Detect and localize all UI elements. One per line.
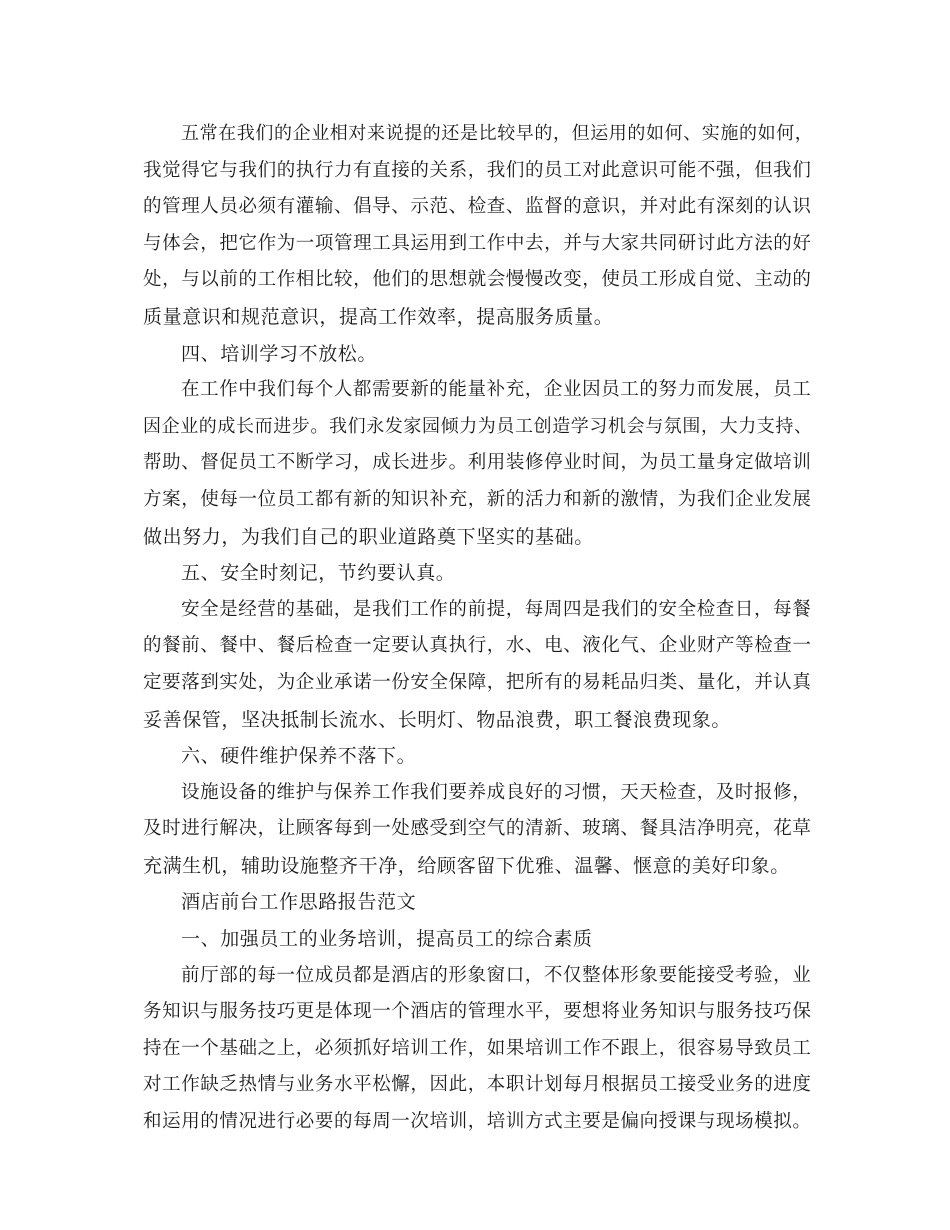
text-line: 的餐前、餐中、餐后检查一定要认真执行，水、电、液化气、企业财产等检查一: [143, 635, 812, 657]
text-line: 定要落到实处，为企业承诺一份安全保障，把所有的易耗品归类、量化，并认真: [143, 671, 812, 693]
text-line: 在工作中我们每个人都需要新的能量补充，企业因员工的努力而发展，员工: [181, 379, 812, 401]
text-line: 对工作缺乏热情与业务水平松懈，因此，本职计划每月根据员工接受业务的进度: [143, 1074, 812, 1096]
text-line: 我觉得它与我们的执行力有直接的关系，我们的员工对此意识可能不强，但我们: [143, 159, 812, 181]
text-line: 与体会，把它作为一项管理工具运用到工作中去，并与大家共同研讨此方法的好: [143, 232, 812, 254]
text-line: 充满生机，辅助设施整齐干净，给顾客留下优雅、温馨、惬意的美好印象。: [143, 854, 790, 877]
text-line: 质量意识和规范意识，提高工作效率，提高服务质量。: [143, 305, 614, 328]
text-line: 酒店前台工作思路报告范文: [181, 891, 417, 914]
text-line: 安全是经营的基础，是我们工作的前提，每周四是我们的安全检查日，每餐: [181, 598, 812, 620]
text-line: 因企业的成长而进步。我们永发家园倾力为员工创造学习机会与氛围，大力支持、: [143, 415, 813, 437]
text-line: 五常在我们的企业相对来说提的还是比较早的，但运用的如何、实施的如何，: [181, 123, 814, 144]
text-line: 处，与以前的工作相比较，他们的思想就会慢慢改变，使员工形成自觉、主动的: [143, 269, 812, 291]
text-line: 和运用的情况进行必要的每周一次培训，培训方式主要是偏向授课与现场模拟。: [143, 1111, 812, 1133]
text-line: 的管理人员必须有灌输、倡导、示范、检查、监督的意识，并对此有深刻的认识: [143, 196, 812, 218]
text-line: 做出努力，为我们自己的职业道路奠下坚实的基础。: [143, 525, 594, 548]
text-line: 五、安全时刻记，节约要认真。: [181, 562, 456, 585]
text-line: 四、培训学习不放松。: [181, 342, 378, 365]
text-line: 设施设备的维护与保养工作我们要养成良好的习惯，天天检查，及时报修，: [181, 781, 812, 803]
text-line: 持在一个基础之上，必须抓好培训工作，如果培训工作不跟上，很容易导致员工: [143, 1037, 812, 1059]
text-line: 方案，使每一位员工都有新的知识补充，新的活力和新的激情，为我们企业发展: [143, 488, 812, 510]
document-body: [143, 116, 823, 1141]
text-line: 六、硬件维护保养不落下。: [181, 745, 417, 768]
text-line: 一、加强员工的业务培训，提高员工的综合素质: [181, 928, 593, 951]
text-line: 妥善保管，坚决抵制长流水、长明灯、物品浪费，职工餐浪费现象。: [143, 708, 732, 731]
text-line: 前厅部的每一位成员都是酒店的形象窗口，不仅整体形象要能接受考验，业: [181, 964, 812, 986]
text-line: 帮助、督促员工不断学习，成长进步。利用装修停业时间，为员工量身定做培训: [143, 452, 812, 474]
text-line: 及时进行解决，让顾客每到一处感受到空气的清新、玻璃、餐具洁净明亮，花草: [143, 818, 812, 840]
text-line: 务知识与服务技巧更是体现一个酒店的管理水平，要想将业务知识与服务技巧保: [143, 1001, 812, 1023]
